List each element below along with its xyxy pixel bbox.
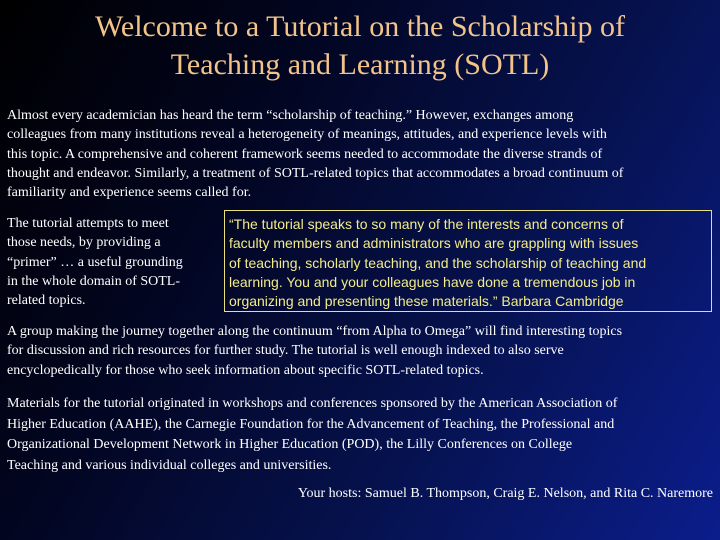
intro-paragraph bbox=[7, 106, 623, 202]
text-line: “The tutorial speaks to so many of the interests and concerns of bbox=[229, 216, 624, 232]
hosts-credit: Your hosts: Samuel B. Thompson, Craig E. Nelson, and Rita C. Naremore bbox=[297, 486, 713, 501]
testimonial-quote-box bbox=[224, 210, 712, 312]
title-line: Welcome to a Tutorial on the Scholarship of bbox=[94, 10, 625, 43]
text-line: faculty members and administrators who are grappling with issues bbox=[229, 235, 639, 252]
text-line: those needs, by providing a bbox=[7, 235, 161, 251]
text-line: familiarity and experience seems called for. bbox=[7, 185, 252, 201]
title-line: Teaching and Learning (SOTL) bbox=[170, 48, 550, 81]
text-line: organizing and presenting these materials.” Barbara Cambridge bbox=[229, 293, 624, 310]
slide-title bbox=[0, 8, 720, 84]
text-line: Organizational Development Network in Higher Education (POD), the Lilly Conferences on College bbox=[7, 437, 573, 452]
text-line: Higher Education (AAHE), the Carnegie Foundation for the Advancement of Teaching, the Professional and bbox=[7, 416, 615, 432]
group-paragraph bbox=[7, 322, 622, 380]
text-line: Teaching and various individual colleges and universities. bbox=[7, 457, 332, 473]
text-line: for discussion and rich resources for further study. The tutorial is well enough indexed to also serve bbox=[7, 343, 564, 359]
text-line: thought and endeavor. Similarly, a treatment of SOTL-related topics that accommodates a broad continuum of bbox=[7, 165, 624, 181]
text-line: learning. You and your colleagues have done a tremendous job in bbox=[229, 273, 636, 290]
text-line: encyclopedically for those who seek information about specific SOTL-related topics. bbox=[7, 362, 484, 378]
text-line: related topics. bbox=[7, 293, 86, 309]
text-line: this topic. A comprehensive and coherent framework seems needed to accommodate the diverse strands of bbox=[7, 146, 603, 162]
text-line: Materials for the tutorial originated in workshops and conferences sponsored by the American Association of bbox=[7, 396, 618, 411]
text-line: A group making the journey together along the continuum “from Alpha to Omega” will find interesting topics bbox=[7, 324, 623, 339]
text-line: The tutorial attempts to meet bbox=[7, 216, 169, 231]
text-line: colleagues from many institutions reveal a heterogeneity of meanings, attitudes, and experience levels with bbox=[7, 127, 607, 143]
text-line: of teaching, scholarly teaching, and the scholarship of teaching and bbox=[229, 254, 647, 271]
text-line: Almost every academician has heard the term “scholarship of teaching.” However, exchanges among bbox=[7, 108, 574, 123]
text-line: in the whole domain of SOTL- bbox=[7, 273, 181, 289]
primer-paragraph bbox=[7, 214, 183, 310]
text-line: “primer” … a useful grounding bbox=[7, 254, 183, 270]
materials-paragraph bbox=[7, 394, 617, 476]
